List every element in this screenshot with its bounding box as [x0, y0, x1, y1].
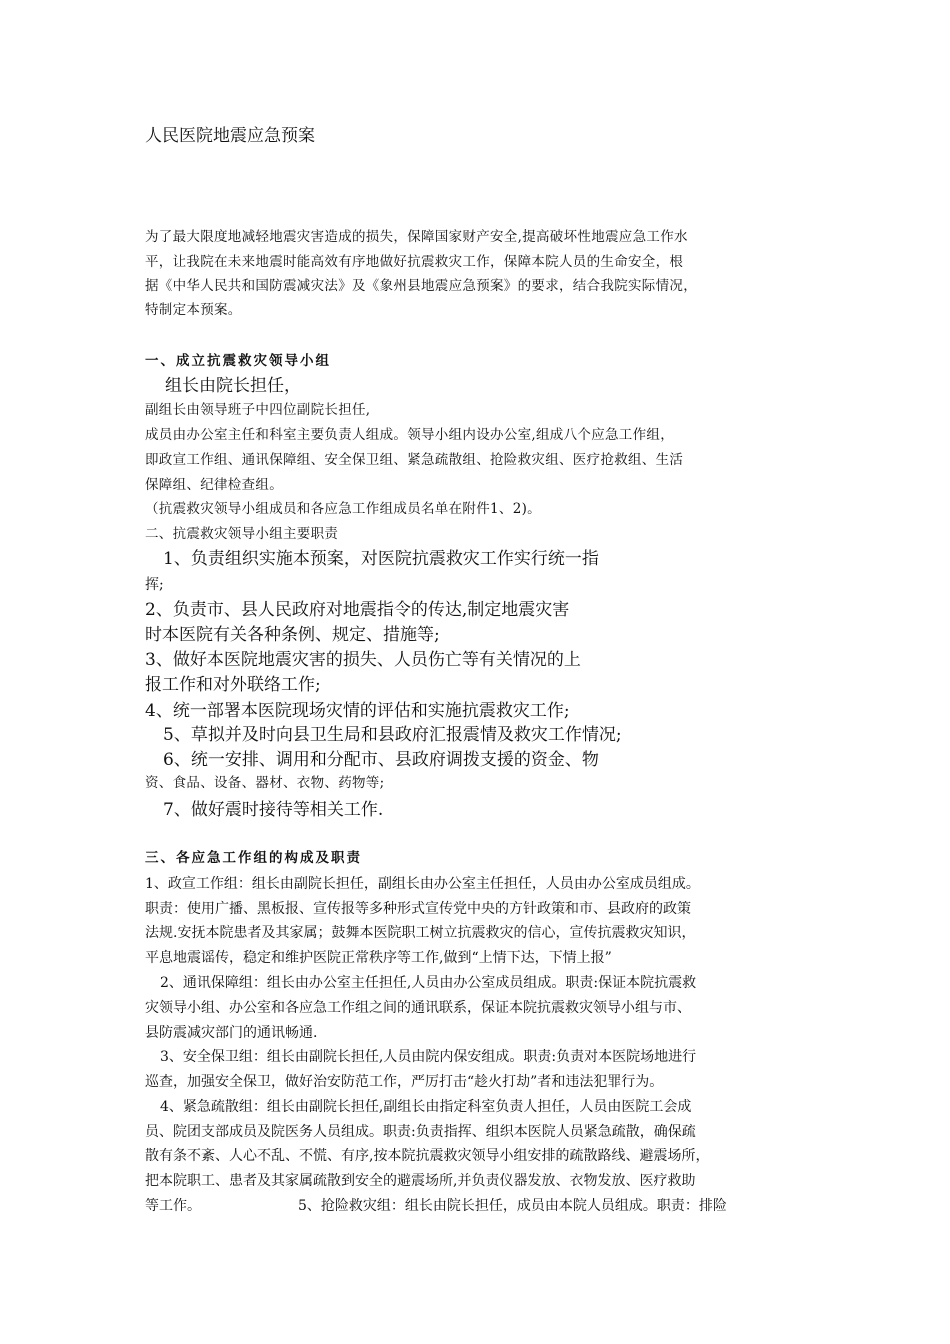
- intro-line-2: 平，让我院在未来地震时能高效有序地做好抗震救灾工作，保障本院人员的生命安全，根: [145, 254, 684, 270]
- intro-line-3: 据《中华人民共和国防震减灾法》及《象州县地震应急预案》的要求，结合我院实际情况，: [145, 278, 697, 294]
- section1-heading: 一、成立抗震救灾领导小组: [145, 353, 331, 369]
- section2-line: 时本医院有关各种条例、规定、措施等;: [145, 625, 440, 645]
- section3-line: 4、紧急疏散组：组长由副院长担任,副组长由指定科室负责人担任，人员由医院工会成: [160, 1099, 692, 1115]
- section2-line: 2、负责市、县人民政府对地震指令的传达,制定地震灾害: [145, 600, 570, 620]
- section3-line: 职责：使用广播、黑板报、宣传报等多种形式宣传党中央的方针政策和市、县政府的政策: [145, 901, 691, 917]
- section3-line: 巡查，加强安全保卫，做好治安防范工作，严厉打击“趁火打劫”者和违法犯罪行为。: [145, 1074, 664, 1090]
- section3-line: 县防震减灾部门的通讯畅通.: [145, 1025, 318, 1041]
- section3-line: 灾领导小组、办公室和各应急工作组之间的通讯联系，保证本院抗震救灾领导小组与市、: [145, 1000, 691, 1016]
- section2-heading: 二、抗震救灾领导小组主要职责: [145, 526, 339, 542]
- section3-heading: 三、各应急工作组的构成及职责: [145, 850, 362, 866]
- section2-line: 挥;: [145, 577, 164, 593]
- section3-line: 1、政宣工作组：组长由副院长担任，副组长由办公室主任担任，人员由办公室成员组成。: [145, 876, 700, 892]
- section2-line: 报工作和对外联络工作;: [145, 675, 321, 695]
- section1-line: 副组长由领导班子中四位副院长担任,: [145, 402, 371, 418]
- section3-line: 法规.安抚本院患者及其家属；鼓舞本医院职工树立抗震救灾的信心，宣传抗震救灾知识，: [145, 925, 696, 941]
- section3-line: 平息地震谣传，稳定和维护医院正常秩序等工作,做到“上情下达，下情上报”: [145, 950, 612, 966]
- section2-line: 1、负责组织实施本预案，对医院抗震救灾工作实行统一指: [163, 549, 599, 569]
- section3-line: 把本院职工、患者及其家属疏散到安全的避震场所,并负责仪器发放、衣物发放、医疗救助: [145, 1173, 696, 1189]
- section3-line: 5、抢险救灾组：组长由院长担任，成员由本院人员组成。职责：排险: [298, 1198, 727, 1214]
- section1-line: 保障组、纪律检查组。: [145, 477, 283, 493]
- section1-line: 即政宣工作组、通讯保障组、安全保卫组、紧急疏散组、抢险救灾组、医疗抢救组、生活: [145, 452, 684, 468]
- section1-line: 组长由院长担任，: [165, 376, 301, 396]
- section3-line: 员、院团支部成员及院医务人员组成。职责:负责指挥、组织本医院人员紧急疏散，确保疏: [145, 1124, 696, 1140]
- section3-line: 等工作。: [145, 1198, 201, 1214]
- section3-line: 2、通讯保障组：组长由办公室主任担任,人员由办公室成员组成。职责:保证本院抗震救: [160, 975, 697, 991]
- section3-line: 散有条不紊、人心不乱、不慌、有序,按本院抗震救灾领导小组安排的疏散路线、避震场所，: [145, 1148, 710, 1164]
- section2-line: 4、统一部署本医院现场灾情的评估和实施抗震救灾工作;: [145, 701, 570, 721]
- intro-line-4: 特制定本预案。: [145, 302, 242, 318]
- section2-line: 资、食品、设备、器材、衣物、药物等;: [145, 775, 385, 791]
- section1-line: 成员由办公室主任和科室主要负责人组成。领导小组内设办公室,组成八个应急工作组，: [145, 427, 674, 443]
- document-title: 人民医院地震应急预案: [145, 126, 315, 146]
- section2-line: 7、做好震时接待等相关工作.: [163, 800, 384, 820]
- section3-line: 3、安全保卫组：组长由副院长担任,人员由院内保安组成。职责:负责对本医院场地进行: [160, 1049, 697, 1065]
- intro-line-1: 为了最大限度地减轻地震灾害造成的损失，保障国家财产安全,提高破坏性地震应急工作水: [145, 229, 688, 245]
- section2-line: 5、草拟并及时向县卫生局和县政府汇报震情及救灾工作情况;: [163, 725, 622, 745]
- section1-line: （抗震救灾领导小组成员和各应急工作组成员名单在附件1、2)。: [145, 501, 541, 517]
- section2-line: 6、统一安排、调用和分配市、县政府调拨支援的资金、物: [163, 750, 599, 770]
- section2-line: 3、做好本医院地震灾害的损失、人员伤亡等有关情况的上: [145, 650, 581, 670]
